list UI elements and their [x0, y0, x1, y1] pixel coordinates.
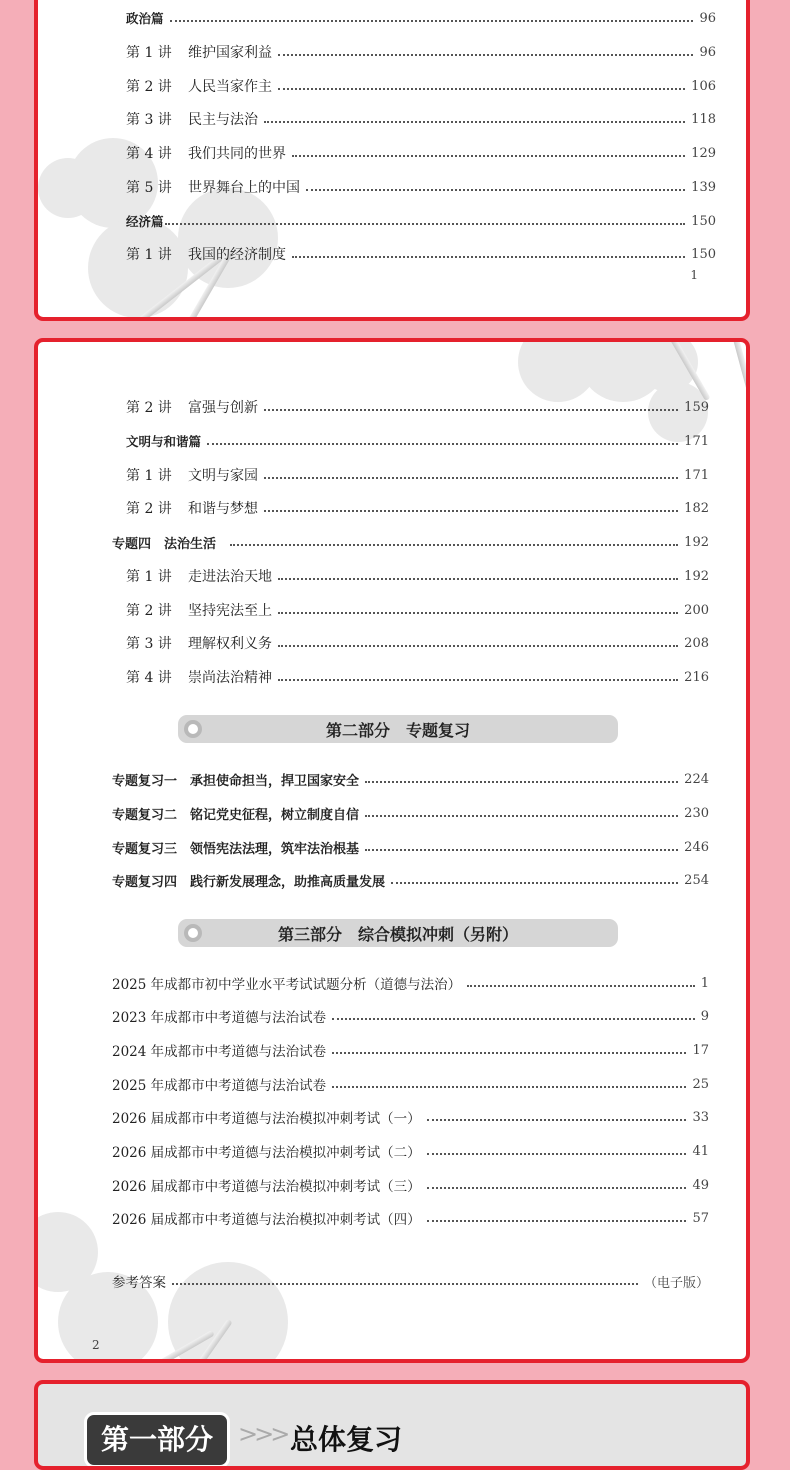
lecture-number: 第 2 讲: [126, 400, 172, 416]
review-entry[interactable]: [112, 869, 709, 891]
toc-topic-entry[interactable]: [112, 531, 709, 553]
lecture-number: 第 5 讲: [126, 180, 172, 196]
leader-dots: [332, 1018, 695, 1020]
leader-dots: [306, 189, 685, 191]
entry-page: 224: [684, 771, 709, 787]
toc-entry[interactable]: [126, 7, 716, 29]
review-label: 专题复习四 践行新发展理念，助推高质量发展: [112, 874, 386, 890]
page-number: 1: [690, 268, 698, 282]
entry-label: 世界舞台上的中国: [188, 180, 300, 196]
lecture-number: 第 2 讲: [126, 501, 172, 517]
entry-page: 254: [684, 872, 709, 888]
toc-entry[interactable]: [126, 176, 716, 198]
entry-page: 182: [684, 500, 709, 516]
toc-entry[interactable]: [126, 497, 709, 519]
entry-page: 1: [700, 975, 709, 991]
toc-entry[interactable]: [126, 396, 709, 418]
toc-entry[interactable]: [126, 243, 716, 265]
entry-page: 57: [692, 1210, 709, 1226]
leader-dots: [264, 121, 685, 123]
leader-dots: [230, 544, 678, 546]
entry-page: 246: [684, 839, 709, 855]
answers-entry[interactable]: [112, 1270, 709, 1292]
exam-entry[interactable]: [112, 1005, 709, 1027]
leader-dots: [278, 578, 678, 580]
entry-page: 192: [684, 534, 709, 550]
entry-page: 208: [684, 635, 709, 651]
entry-page: 33: [692, 1109, 709, 1125]
lecture-number: 第 2 讲: [126, 79, 172, 95]
section-title: 第二部分 专题复习: [325, 720, 470, 740]
entry-label: 理解权利义务: [188, 636, 272, 652]
entry-page: 139: [691, 179, 716, 195]
lecture-number: 第 4 讲: [126, 670, 172, 686]
toc-entry[interactable]: [126, 41, 716, 63]
entry-label: 我们共同的世界: [188, 146, 286, 162]
leader-dots: [278, 645, 678, 647]
entry-page: 41: [692, 1143, 709, 1159]
topic-label: 专题四 法治生活: [112, 536, 217, 552]
entry-label: 走进法治天地: [188, 569, 272, 585]
entry-page: 192: [684, 568, 709, 584]
entry-page: 150: [691, 213, 716, 229]
lecture-number: 第 3 讲: [126, 112, 172, 128]
leader-dots: [427, 1153, 687, 1155]
leader-dots: [365, 849, 678, 851]
target-icon: [184, 924, 202, 942]
page-number: 2: [92, 1338, 100, 1352]
toc-entry[interactable]: [126, 599, 709, 621]
exam-label: 2025 年成都市中考道德与法治试卷: [112, 1078, 327, 1094]
section-heading-part3: [178, 919, 618, 947]
leader-dots: [292, 256, 685, 258]
lecture-number: 第 3 讲: [126, 636, 172, 652]
exam-entry[interactable]: [112, 1174, 709, 1196]
exam-entry[interactable]: [112, 972, 709, 994]
toc-entry[interactable]: [126, 108, 716, 130]
lecture-number: 第 1 讲: [126, 247, 172, 263]
review-entry[interactable]: [112, 836, 709, 858]
leader-dots: [365, 815, 678, 817]
entry-page: 216: [684, 669, 709, 685]
exam-label: 2026 届成都市中考道德与法治模拟冲刺考试（一）: [112, 1111, 421, 1127]
review-entry[interactable]: [112, 802, 709, 824]
entry-label: 坚持宪法至上: [188, 603, 272, 619]
lecture-number: 第 4 讲: [126, 146, 172, 162]
entry-label: 维护国家利益: [188, 45, 272, 61]
exam-label: 2026 届成都市中考道德与法治模拟冲刺考试（四）: [112, 1212, 421, 1228]
entry-label: 文明与和谐篇: [126, 434, 202, 449]
entry-page: 171: [684, 467, 709, 483]
entry-label: 政治篇: [126, 11, 164, 26]
exam-label: 2023 年成都市中考道德与法治试卷: [112, 1010, 327, 1026]
entry-page: 96: [699, 10, 716, 26]
leader-dots: [172, 1283, 638, 1285]
entry-page: 230: [684, 805, 709, 821]
toc-entry[interactable]: [126, 430, 709, 452]
toc-entry[interactable]: [126, 75, 716, 97]
toc-entry[interactable]: [126, 632, 709, 654]
entry-label: 我国的经济制度: [188, 247, 286, 263]
exam-label: 2024 年成都市中考道德与法治试卷: [112, 1044, 327, 1060]
entry-label: 崇尚法治精神: [188, 670, 272, 686]
toc-page-2: [34, 338, 750, 1363]
leader-dots: [264, 409, 678, 411]
leader-dots: [264, 510, 678, 512]
entry-page: 9: [700, 1008, 709, 1024]
entry-label: 人民当家作主: [188, 79, 272, 95]
entry-page: 25: [692, 1076, 709, 1092]
exam-label: 2025 年成都市初中学业水平考试试题分析（道德与法治）: [112, 977, 462, 993]
exam-entry[interactable]: [112, 1039, 709, 1061]
toc-entry[interactable]: [126, 464, 709, 486]
leader-dots: [332, 1052, 686, 1054]
entry-page: 171: [684, 433, 709, 449]
answers-label: 参考答案: [112, 1275, 166, 1291]
leader-dots: [332, 1086, 686, 1088]
toc-entry[interactable]: [126, 142, 716, 164]
leader-dots: [365, 781, 678, 783]
leader-dots: [278, 54, 693, 56]
exam-label: 2026 届成都市中考道德与法治模拟冲刺考试（三）: [112, 1179, 421, 1195]
section-title: 第三部分 综合模拟冲刺（另附）: [277, 924, 518, 944]
entry-page: 106: [691, 78, 716, 94]
entry-label: 和谐与梦想: [188, 501, 258, 517]
review-label: 专题复习一 承担使命担当，捍卫国家安全: [112, 773, 360, 789]
leader-dots: [278, 679, 678, 681]
leader-dots: [278, 612, 678, 614]
leader-dots: [427, 1119, 687, 1121]
entry-page: 129: [691, 145, 716, 161]
exam-entry[interactable]: [112, 1140, 709, 1162]
review-label: 专题复习二 铭记党史征程，树立制度自信: [112, 807, 360, 823]
entry-page: 17: [692, 1042, 709, 1058]
toc-entry[interactable]: [126, 666, 709, 688]
leader-dots: [278, 88, 685, 90]
exam-entry[interactable]: [112, 1207, 709, 1229]
part-one-header-panel: [34, 1380, 750, 1470]
toc-page-1: [34, 0, 750, 321]
review-label: 专题复习三 领悟宪法法理，筑牢法治根基: [112, 841, 360, 857]
leader-dots: [165, 223, 686, 225]
part-badge: 第一部分: [84, 1412, 230, 1468]
target-icon: [184, 720, 202, 738]
lecture-number: 第 1 讲: [126, 468, 172, 484]
leader-dots: [170, 20, 694, 22]
lecture-number: 第 2 讲: [126, 603, 172, 619]
entry-page: 49: [692, 1177, 709, 1193]
toc-entry[interactable]: [126, 210, 716, 232]
exam-entry[interactable]: [112, 1073, 709, 1095]
leader-dots: [391, 882, 678, 884]
leader-dots: [264, 477, 678, 479]
exam-entry[interactable]: [112, 1106, 709, 1128]
entry-page: 118: [691, 111, 716, 127]
entry-label: 文明与家园: [188, 468, 258, 484]
leader-dots: [427, 1187, 687, 1189]
exam-label: 2026 届成都市中考道德与法治模拟冲刺考试（二）: [112, 1145, 421, 1161]
lecture-number: 第 1 讲: [126, 569, 172, 585]
section-heading-part2: [178, 715, 618, 743]
chevron-right-icon: >>>: [238, 1420, 287, 1448]
entry-page: 96: [699, 44, 716, 60]
toc-entry[interactable]: [126, 565, 709, 587]
entry-label: 经济篇: [126, 214, 164, 229]
entry-page: 150: [691, 246, 716, 262]
entry-label: 富强与创新: [188, 400, 258, 416]
leader-dots: [292, 155, 685, 157]
review-entry[interactable]: [112, 768, 709, 790]
leader-dots: [467, 985, 695, 987]
lecture-number: 第 1 讲: [126, 45, 172, 61]
leader-dots: [207, 443, 678, 445]
leader-dots: [427, 1220, 687, 1222]
part-title: 总体复习: [290, 1423, 403, 1456]
answers-page: （电子版）: [643, 1275, 709, 1291]
entry-page: 200: [684, 602, 709, 618]
entry-page: 159: [684, 399, 709, 415]
entry-label: 民主与法治: [188, 112, 258, 128]
